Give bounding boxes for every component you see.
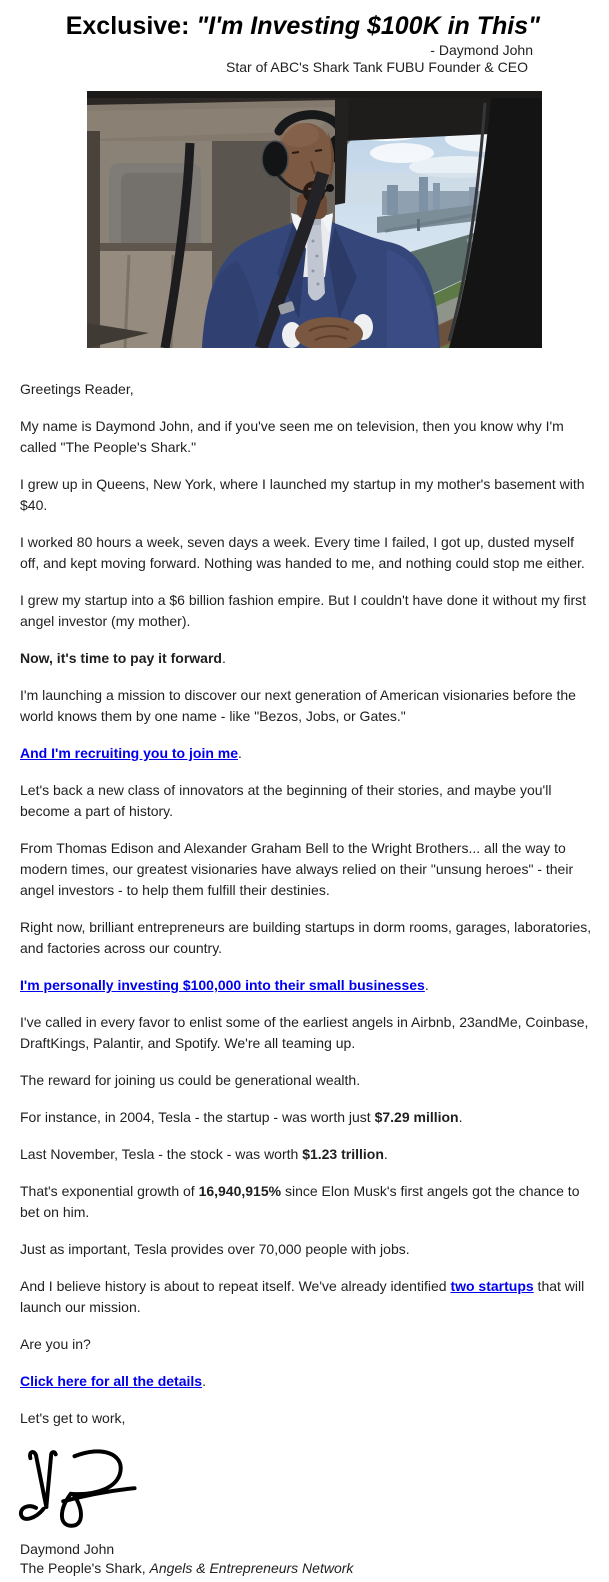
paragraph [20, 474, 597, 516]
text: The reward for joining us could be generational wealth. [20, 1072, 361, 1088]
signature-image [16, 1445, 148, 1537]
paragraph [20, 532, 597, 574]
paragraph [20, 838, 597, 901]
text: Right now, brilliant entrepreneurs are building startups in dorm rooms, garages, laboratories, and factories across our country. [20, 919, 592, 956]
bold-text: $1.23 trillion [302, 1146, 384, 1162]
text: . [383, 1146, 388, 1162]
signature-title [16, 1559, 609, 1578]
text: Last November, Tesla - the stock - was worth [20, 1146, 303, 1162]
text: Greetings Reader, [20, 381, 134, 397]
signature-block [0, 1445, 609, 1578]
paragraph [20, 1371, 597, 1392]
text: Just as important, Tesla provides over 70,000 people with jobs. [20, 1241, 410, 1257]
paragraph [20, 1181, 597, 1223]
signature-title-italic: Angels & Entrepreneurs Network [149, 1560, 354, 1576]
paragraph [20, 917, 597, 959]
bold-text: 16,940,915% [198, 1183, 282, 1199]
page-title [0, 12, 540, 40]
microphone-icon [326, 184, 334, 192]
bold-text: $7.29 million [374, 1109, 459, 1125]
text: And I believe history is about to repeat itself. We've already identified [20, 1278, 451, 1294]
text: I grew up in Queens, New York, where I launched my startup in my mother's basement with $40. [20, 476, 585, 513]
details-link[interactable]: Click here for all the details [20, 1373, 203, 1389]
text: That's exponential growth of [20, 1183, 199, 1199]
email-header [0, 0, 540, 75]
text: Let's get to work, [20, 1410, 126, 1426]
bold-text: Now, it's time to pay it forward [20, 650, 222, 666]
paragraph [20, 685, 597, 727]
text: . [424, 977, 429, 993]
paragraph [20, 1012, 597, 1054]
text: I'm launching a mission to discover our next generation of American visionaries before the world knows them by one name - like "Bezos, Jobs, or Gates." [20, 687, 576, 724]
text: My name is Daymond John, and if you've seen me on television, then you know why I'm called "The People's Shark." [20, 418, 564, 455]
text: since Elon Musk's first angels got the chance to bet on him. [20, 1183, 580, 1220]
paragraph [20, 1107, 597, 1128]
paragraph [20, 1239, 597, 1260]
paragraph [20, 1334, 597, 1355]
text: From Thomas Edison and Alexander Graham Bell to the Wright Brothers... all the way to modern times, our greatest visionaries have always relied on their "unsung heroes" - their angel investors - to help them fulfill their destinies. [20, 840, 574, 898]
recruiting-link[interactable]: And I'm recruiting you to join me [20, 745, 239, 761]
investing-link[interactable]: I'm personally investing $100,000 into their small businesses [20, 977, 425, 993]
paragraph [20, 743, 597, 764]
email-body [0, 379, 609, 1429]
paragraph [20, 1144, 597, 1165]
text: I've called in every favor to enlist some of the earliest angels in Airbnb, 23andMe, Coinbase, DraftKings, Palantir, and Spotify. We're all teaming up. [20, 1014, 589, 1051]
two-startups-link[interactable]: two startups [450, 1278, 534, 1294]
paragraph [20, 648, 597, 669]
byline: - Daymond John [430, 42, 533, 58]
paragraph [20, 379, 597, 400]
text: Let's back a new class of innovators at the beginning of their stories, and maybe you'll become a part of history. [20, 782, 552, 819]
text: I worked 80 hours a week, seven days a week. Every time I failed, I got up, dusted myself off, and kept moving forward. Nothing was handed to me, and nothing could stop me either. [20, 534, 585, 571]
paragraph [20, 780, 597, 822]
signature-title-plain: The People's Shark, [20, 1560, 150, 1576]
paragraph [20, 590, 597, 632]
text: . [238, 745, 242, 761]
text: . [458, 1109, 463, 1125]
title-quote: "I'm Investing $100K in This" [196, 12, 540, 40]
subtitle: Star of ABC's Shark Tank FUBU Founder & CEO [226, 59, 528, 75]
text: For instance, in 2004, Tesla - the startup - was worth just [20, 1109, 375, 1125]
paragraph [20, 1408, 597, 1429]
text: . [202, 1373, 206, 1389]
signature-name: Daymond John [20, 1541, 115, 1557]
text: that will launch our mission. [20, 1278, 585, 1315]
hero-image [87, 91, 542, 348]
title-prefix: Exclusive: [65, 12, 197, 40]
paragraph [20, 975, 597, 996]
text: Are you in? [20, 1336, 91, 1352]
text: . [221, 650, 226, 666]
paragraph [20, 1070, 597, 1091]
paragraph [20, 416, 597, 458]
text: I grew my startup into a $6 billion fashion empire. But I couldn't have done it without my first angel investor (my mother). [20, 592, 587, 629]
paragraph [20, 1276, 597, 1318]
